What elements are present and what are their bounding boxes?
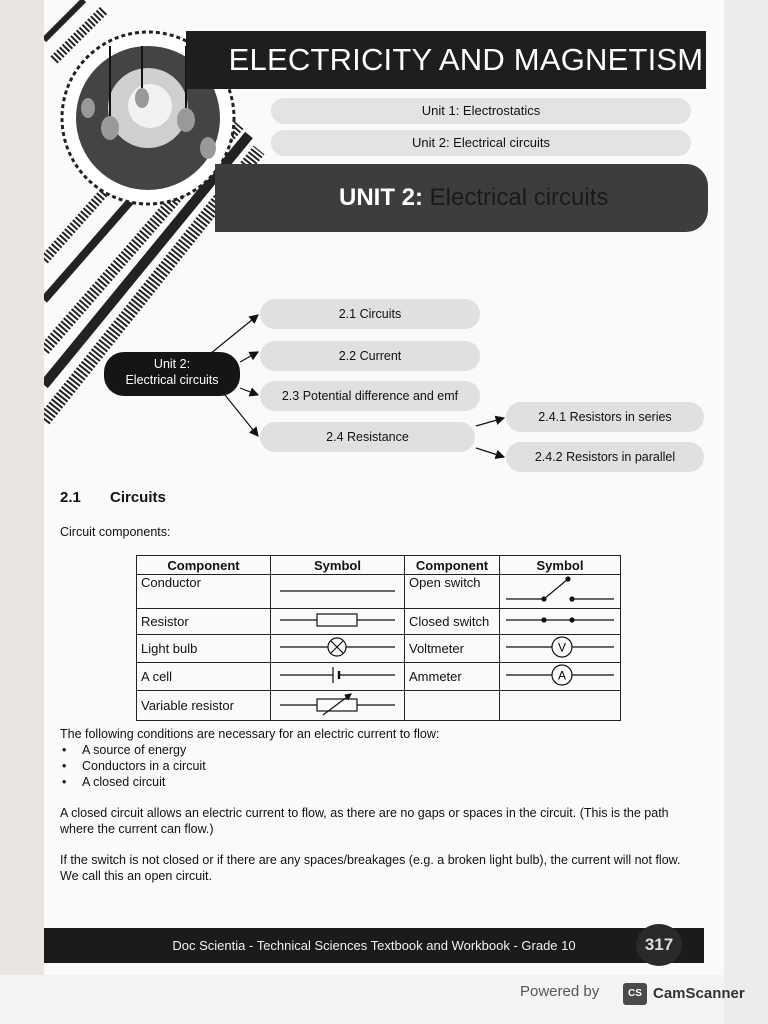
ammeter-symbol bbox=[500, 663, 621, 691]
conditions-block bbox=[60, 726, 700, 790]
mindmap-node-parallel: 2.4.2 Resistors in parallel bbox=[506, 442, 704, 472]
mindmap-node-series: 2.4.1 Resistors in series bbox=[506, 402, 704, 432]
unit-2-pill: Unit 2: Electrical circuits bbox=[271, 130, 691, 156]
table-cell bbox=[405, 691, 500, 721]
variable-resistor-symbol bbox=[271, 691, 405, 721]
table-cell bbox=[500, 691, 621, 721]
components-table bbox=[136, 555, 621, 721]
mindmap-root bbox=[104, 352, 240, 396]
table-cell: A cell bbox=[137, 663, 271, 691]
open-switch-symbol bbox=[500, 575, 621, 609]
conditions-list bbox=[60, 742, 700, 790]
mindmap-root-line2: Electrical circuits bbox=[125, 373, 219, 387]
footer-bar: Doc Scientia - Technical Sciences Textbook and Workbook - Grade 10 bbox=[44, 928, 704, 963]
mindmap-node-pd-emf: 2.3 Potential difference and emf bbox=[260, 381, 480, 411]
table-cell: Resistor bbox=[137, 609, 271, 635]
table-cell: Ammeter bbox=[405, 663, 500, 691]
table-cell: Light bulb bbox=[137, 635, 271, 663]
section-number: 2.1 bbox=[60, 489, 81, 506]
table-cell: Voltmeter bbox=[405, 635, 500, 663]
table-cell: Conductor bbox=[137, 575, 271, 609]
page-number: 317 bbox=[636, 924, 682, 966]
table-row bbox=[137, 635, 621, 663]
voltmeter-letter: V bbox=[557, 640, 567, 655]
mindmap-node-current: 2.2 Current bbox=[260, 341, 480, 371]
table-row bbox=[137, 609, 621, 635]
conditions-lead: The following conditions are necessary for an electric current to flow: bbox=[60, 727, 440, 741]
table-cell: Closed switch bbox=[405, 609, 500, 635]
light-bulb-symbol bbox=[271, 635, 405, 663]
table-row bbox=[137, 691, 621, 721]
mindmap-node-circuits: 2.1 Circuits bbox=[260, 299, 480, 329]
list-item: • A closed circuit bbox=[82, 774, 700, 790]
powered-by-text: Powered by bbox=[520, 983, 600, 1000]
ammeter-letter: A bbox=[557, 668, 567, 683]
table-header: Symbol bbox=[271, 556, 405, 575]
table-row bbox=[137, 575, 621, 609]
mindmap-root-line1: Unit 2: bbox=[153, 357, 191, 371]
table-header-row bbox=[137, 556, 621, 575]
camscanner-brand: CamScanner bbox=[653, 985, 745, 1002]
table-header: Symbol bbox=[500, 556, 621, 575]
section-intro: Circuit components: bbox=[60, 525, 171, 539]
table-row bbox=[137, 663, 621, 691]
mindmap-node-resistance: 2.4 Resistance bbox=[260, 422, 475, 452]
conductor-symbol bbox=[271, 575, 405, 609]
unit-banner-title: Electrical circuits bbox=[429, 184, 609, 211]
table-header: Component bbox=[405, 556, 500, 575]
cell-symbol bbox=[271, 663, 405, 691]
list-item: • Conductors in a circuit bbox=[82, 758, 700, 774]
table-cell: Variable resistor bbox=[137, 691, 271, 721]
paragraph-open-circuit: If the switch is not closed or if there are any spaces/breakages (e.g. a broken light bulb), the current will not flow. We call this an open circuit. bbox=[60, 853, 681, 883]
unit-banner-number: UNIT 2: bbox=[339, 184, 423, 211]
unit-1-pill: Unit 1: Electrostatics bbox=[271, 98, 691, 124]
resistor-symbol bbox=[271, 609, 405, 635]
section-title: Circuits bbox=[110, 489, 166, 506]
table-header: Component bbox=[137, 556, 271, 575]
list-item: • A source of energy bbox=[82, 742, 700, 758]
closed-switch-symbol bbox=[500, 609, 621, 635]
voltmeter-symbol bbox=[500, 635, 621, 663]
camscanner-logo: CS bbox=[623, 983, 647, 1005]
paragraph-closed-circuit: A closed circuit allows an electric current to flow, as there are no gaps or spaces in the circuit. (This is the path where the current can flow.) bbox=[60, 806, 669, 836]
chapter-title: ELECTRICITY AND MAGNETISM bbox=[186, 31, 706, 89]
table-cell: Open switch bbox=[405, 575, 500, 609]
